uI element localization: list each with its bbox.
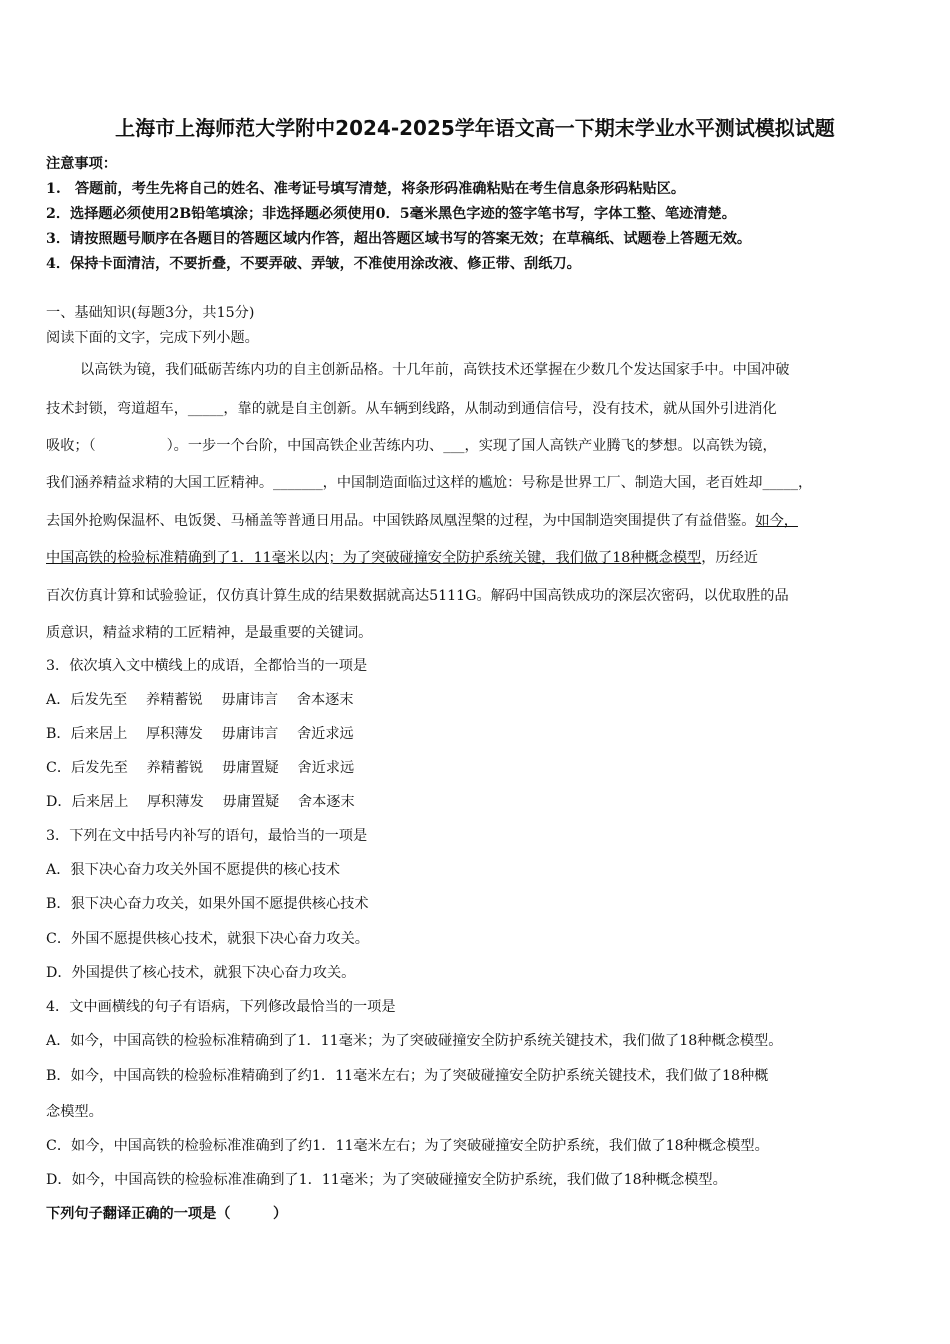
question-stem: 3．下列在文中括号内补写的语句，最恰当的一项是 bbox=[46, 828, 368, 844]
section-intro: 阅读下面的文字，完成下列小题。 bbox=[46, 330, 259, 346]
question-stem: 3．依次填入文中横线上的成语，全都恰当的一项是 bbox=[46, 658, 368, 674]
notice-item: 2．选择题必须使用2B铅笔填涂；非选择题必须使用0．5毫米黑色字迹的签字笔书写，字体工整、笔迹清楚。 bbox=[46, 206, 736, 222]
question-stem: 下列句子翻译正确的一项是（ ） bbox=[46, 1206, 288, 1222]
passage-line: 百次仿真计算和试验验证，仅仿真计算生成的结果数据就高达5111G。解码中国高铁成功的深层次密码，以优取胜的品 bbox=[46, 588, 789, 604]
passage-line: 吸收；（ ）。一步一个台阶，中国高铁企业苦练内功、___，实现了国人高铁产业腾飞的梦想。以高铁为镜， bbox=[46, 438, 777, 454]
notice-heading: 注意事项： bbox=[46, 156, 117, 172]
passage-line bbox=[46, 547, 906, 567]
option-continued: 念模型。 bbox=[46, 1104, 103, 1120]
page-title: 上海市上海师范大学附中2024-2025学年语文高一下期末学业水平测试模拟试题 bbox=[115, 116, 835, 140]
passage-text: 去国外抢购保温杯、电饭煲、马桶盖等普通日用品。中国铁路凤凰涅槃的过程，为中国制造突围提供了有益借鉴。 bbox=[46, 513, 756, 529]
passage-line: 以高铁为镜，我们砥砺苦练内功的自主创新品格。十几年前，高铁技术还掌握在少数几个发达国家手中。中国冲破 bbox=[80, 362, 790, 378]
option: A．狠下决心奋力攻关外国不愿提供的核心技术 bbox=[46, 862, 340, 878]
section-heading: 一、基础知识(每题3分，共15分) bbox=[46, 305, 255, 321]
passage-line: 我们涵养精益求精的大国工匠精神。_______，中国制造面临过这样的尴尬：号称是世界工厂、制造大国，老百姓却_____， bbox=[46, 475, 813, 491]
passage-line bbox=[46, 510, 906, 530]
underlined-sentence: 如今， bbox=[755, 513, 798, 529]
option: C．如今，中国高铁的检验标准准确到了约1．11毫米左右；为了突破碰撞安全防护系统，我们做了18种概念模型。 bbox=[46, 1138, 769, 1154]
option: D．后来居上 厚积薄发 毋庸置疑 舍本逐末 bbox=[46, 794, 355, 810]
passage-line: 质意识，精益求精的工匠精神，是最重要的关键词。 bbox=[46, 625, 373, 641]
passage-line: 技术封锁，弯道超车，_____，靠的就是自主创新。从车辆到线路，从制动到通信信号，没有技术，就从国外引进消化 bbox=[46, 401, 777, 417]
option: A．如今，中国高铁的检验标准精确到了1．11毫米；为了突破碰撞安全防护系统关键技术，我们做了18种概念模型。 bbox=[46, 1033, 783, 1049]
option: C．外国不愿提供核心技术，就狠下决心奋力攻关。 bbox=[46, 931, 369, 947]
question-stem: 4．文中画横线的句子有语病，下列修改最恰当的一项是 bbox=[46, 999, 396, 1015]
option: B．狠下决心奋力攻关，如果外国不愿提供核心技术 bbox=[46, 896, 369, 912]
underlined-sentence: 中国高铁的检验标准精确到了1．11毫米以内；为了突破碰撞安全防护系统关键，我们做了18种概念模型 bbox=[46, 550, 702, 566]
notice-item: 3．请按照题号顺序在各题目的答题区域内作答，超出答题区域书写的答案无效；在草稿纸、试题卷上答题无效。 bbox=[46, 231, 752, 247]
option: C．后发先至 养精蓄锐 毋庸置疑 舍近求远 bbox=[46, 760, 355, 776]
option: D．如今，中国高铁的检验标准准确到了1．11毫米；为了突破碰撞安全防护系统，我们做了18种概念模型。 bbox=[46, 1172, 727, 1188]
option: B．后来居上 厚积薄发 毋庸讳言 舍近求远 bbox=[46, 726, 354, 742]
passage-text: ，历经近 bbox=[701, 550, 758, 566]
option: A．后发先至 养精蓄锐 毋庸讳言 舍本逐末 bbox=[46, 692, 354, 708]
option: B．如今，中国高铁的检验标准精确到了约1．11毫米左右；为了突破碰撞安全防护系统关键技术，我们做了18种概 bbox=[46, 1068, 769, 1084]
notice-item: 4．保持卡面清洁，不要折叠，不要弄破、弄皱，不准使用涂改液、修正带、刮纸刀。 bbox=[46, 256, 581, 272]
notice-item: 1. 答题前，考生先将自己的姓名、准考证号填写清楚，将条形码准确粘贴在考生信息条形码粘贴区。 bbox=[46, 181, 686, 197]
option: D．外国提供了核心技术，就狠下决心奋力攻关。 bbox=[46, 965, 356, 981]
